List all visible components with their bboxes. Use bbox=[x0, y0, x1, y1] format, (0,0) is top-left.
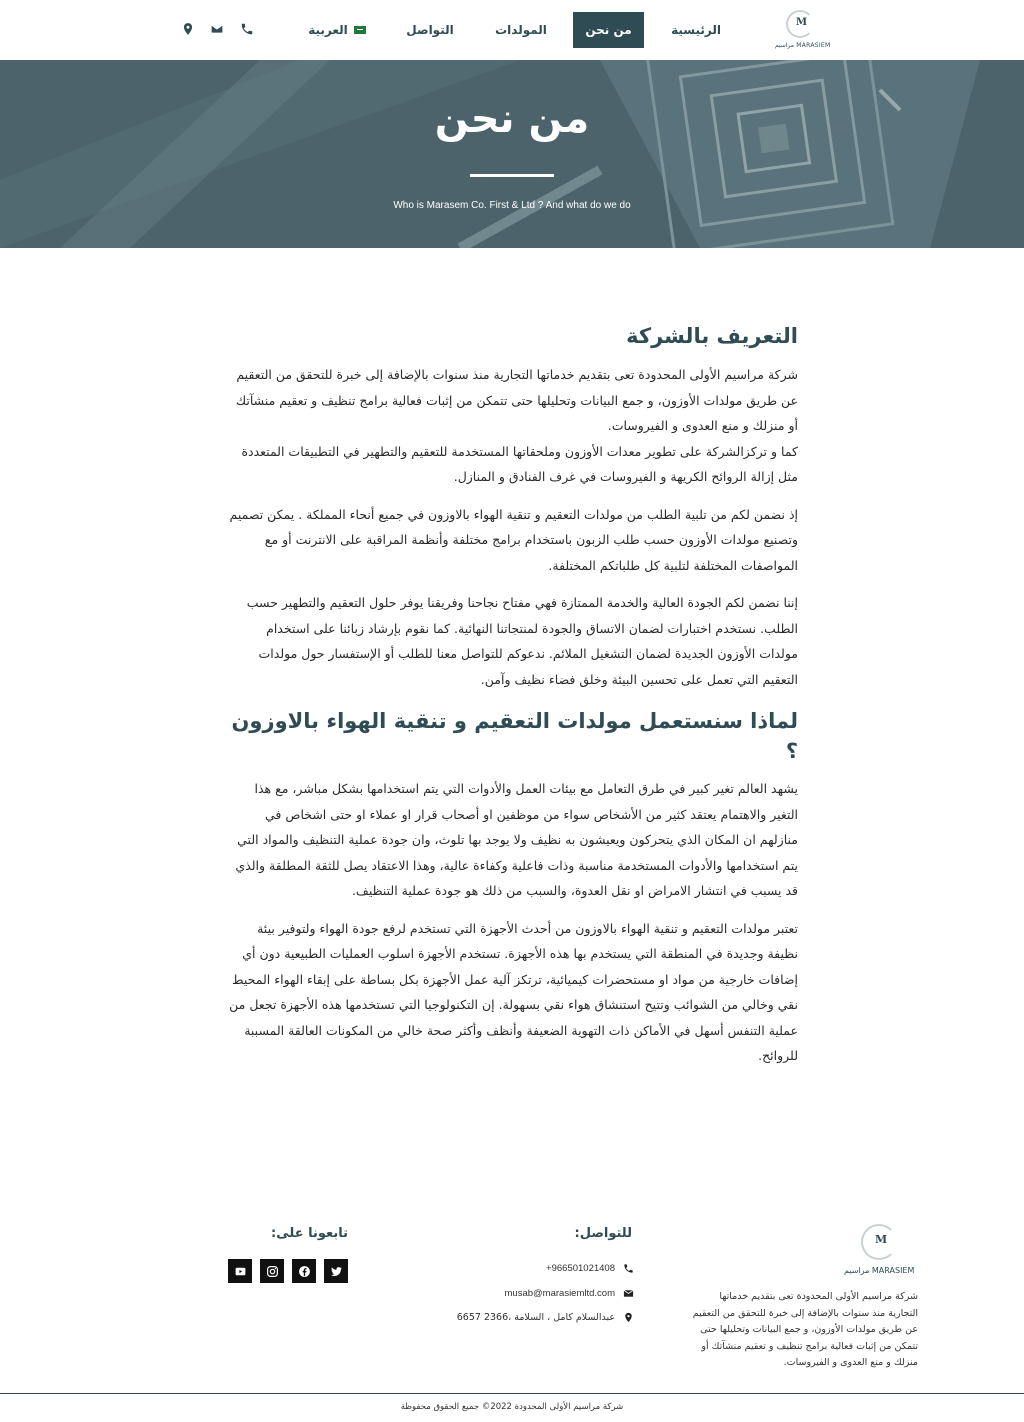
saudi-flag-icon bbox=[354, 26, 366, 34]
youtube-icon bbox=[234, 1265, 247, 1278]
instagram-icon bbox=[266, 1265, 279, 1278]
site-logo[interactable] bbox=[772, 8, 832, 52]
location-pin-icon[interactable] bbox=[181, 22, 195, 38]
twitter-icon bbox=[330, 1265, 343, 1278]
main-content bbox=[226, 320, 798, 1069]
section-heading-why-ozone: لماذا سنستعمل مولدات التعقيم و تنقية الهواء بالاوزون ؟ bbox=[231, 709, 798, 763]
footer-address-row bbox=[420, 1309, 634, 1325]
footer-about-text: شركة مراسيم الأولى المحدودة تعى بتقديم خدماتها التجارية منذ سنوات بالإضافة إلى خبرة للتحقق من التعقيم عن طريق مولدات الأوزون، و جمع البيانات وتحليلها حتى تتمكن من إثبات فعالية برامج تنظيف و تعقيم منشآتك أو منزلك و منع العدوى و الفيروسات. bbox=[692, 1291, 918, 1368]
social-links bbox=[228, 1259, 348, 1283]
section-heading-company-intro: التعريف بالشركة bbox=[626, 324, 798, 348]
site-header bbox=[0, 0, 1024, 60]
facebook-icon bbox=[298, 1265, 311, 1278]
intro-paragraph-1: شركة مراسيم الأولى المحدودة تعى بتقديم خدماتها التجارية منذ سنوات بالإضافة إلى خبرة للتحقق من التعقيم عن طريق مولدات الأوزون، و جمع البيانات وتحليلها حتى تتمكن من إثبات فعالية برامج تنظيف و تعقيم منشآتك أو منزلك و منع العدوى و الفيروسات. كما و تركزالشركة على تطوير معدات الأوزون وملحقاتها المستخدمة للتعقيم والتطهير في التطبيقات المتعددة مثل إزالة الروائح الكريهة و الفيروسات في غرف الفنادق و المنازل. bbox=[235, 367, 798, 484]
footer-email-row[interactable] bbox=[420, 1285, 634, 1301]
why-paragraph-1: يشهد العالم تغير كبير في طرق التعامل مع بيئات العمل والأدوات التي يتم استخدامها بشكل مباشر، مع هذا التغير والاهتمام يعتقد كثير من الأشخاص سواء من موظفين او أصحاب قرار او عملاء او حتى اشخاص في منازلهم ان المكان الذي يتحركون ويعيشون به نظيف ولا يوجد بها تلوث، وان جودة عملية التنظيف والمواد التي يتم استخدامها والأدوات المستخدمة مناسبة وذات فاعلية وكفاءة عالية، وهذا الاعتقاد يصل للثقة المطلقة والذي قد يسبب في انتشار الامراض او نقل العدوة، والسبب من ذلك هو جودة عملية التنظيف. bbox=[235, 781, 798, 898]
phone-icon bbox=[623, 1263, 634, 1274]
page-subtitle: Who is Marasem Co. First & Ltd ? And what do we do bbox=[393, 200, 631, 211]
facebook-link[interactable] bbox=[292, 1259, 316, 1283]
language-label: العربية bbox=[308, 23, 348, 37]
copyright-text: شركة مراسيم الأولى المحدودة 2022© جميع الحقوق محفوظة bbox=[400, 1402, 624, 1412]
nav-about-active[interactable]: من نحن bbox=[573, 12, 644, 48]
footer-logo-mark: M bbox=[875, 1233, 888, 1246]
page-title: من نحن bbox=[434, 96, 590, 142]
footer-phone-row[interactable] bbox=[420, 1260, 634, 1276]
intro-paragraph-3: إننا نضمن لكم الجودة العالية والخدمة الممتازة فهي مفتاح نجاحنا وفريقنا يوفر حلول التعقيم والتطهير حسب الطلب. نستخدم اختبارات لضمان الاتساق والجودة لمنتجاتنا النهائية. كما نقوم بإرشاد زبائنا على استخدام مولدات الأوزون الجديدة لضمان التشغيل الملائم. ندعوكم للتواصل معنا للطلب أو الإستفسار حول مولدات التعقيم التي تعمل على تحسين البيئة وخلق فضاء نظيف وآمن. bbox=[246, 595, 798, 687]
footer-logo[interactable] bbox=[842, 1222, 918, 1280]
logo-text: MARASIEM مراسيم bbox=[775, 42, 831, 49]
why-paragraph-2: تعتبر مولدات التعقيم و تنقية الهواء بالاوزون من أحدث الأجهزة التي تستخدم لرفع جودة الهواء ولتوفير بيئة نظيفة وجديدة في المنطقة التي يستخدم بها هذه الأجهزة. تستخدم الأجهزة اسلوب العمليات الطبيعية دون أي إضافات خارجية من مواد او مستحضرات كيميائية، ترتكز آلية عمل الأجهزة بكل بساطة على إبقاء الهواء المحيط نقي وخالي من الشوائب وتتيح استنشاق هواء نقي بسهولة. إن التكنولوجيا التي تستخدمها هذه الأجهزة تجعل من عملية التنفس أسهل في الأماكن ذات التهوية الضعيفة وأنظف وأكثر صحة خالي من المكونات العالقة المسببة للروائح. bbox=[229, 920, 798, 1063]
phone-icon[interactable] bbox=[240, 22, 254, 38]
nav-contact[interactable]: التواصل bbox=[406, 23, 454, 37]
hero-banner bbox=[0, 60, 1024, 248]
language-switcher[interactable] bbox=[300, 12, 374, 48]
footer-phone-number[interactable]: +966501021408 bbox=[546, 1262, 615, 1274]
footer-logo-text: MARASIEM مراسيم bbox=[844, 1266, 915, 1275]
mail-icon bbox=[623, 1288, 634, 1299]
mail-icon[interactable] bbox=[210, 22, 224, 38]
location-pin-icon bbox=[623, 1312, 634, 1323]
instagram-link[interactable] bbox=[260, 1259, 284, 1283]
footer-address: عبدالسلام كامل ، السلامة ،2366 6657 bbox=[456, 1311, 615, 1323]
nav-generators[interactable]: المولدات bbox=[495, 23, 547, 37]
footer-follow-heading: تابعونا على: bbox=[271, 1226, 348, 1241]
logo-mark: M bbox=[796, 17, 808, 28]
footer-divider bbox=[0, 1393, 1024, 1394]
footer-email-address[interactable]: musab@marasiemltd.com bbox=[504, 1287, 615, 1299]
title-underline-divider bbox=[470, 174, 554, 177]
twitter-link[interactable] bbox=[324, 1259, 348, 1283]
hero-background-air-vent-image bbox=[0, 60, 1024, 248]
intro-paragraph-2: إذ نضمن لكم من تلبية الطلب من مولدات التعقيم و تنقية الهواء بالاوزون في جميع أنحاء المملكة . يمكن تصميم وتصنيع مولدات الأوزون حسب طلب الزبون باستخدام برامج مختلفة وأنظمة المراقبة على الانترنت أو مع المواصفات المختلفة لتلبية كل طلباتكم المختلفة. bbox=[229, 506, 798, 573]
nav-home[interactable]: الرئيسية bbox=[671, 23, 721, 37]
youtube-link[interactable] bbox=[228, 1259, 252, 1283]
footer-contact-heading: للتواصل: bbox=[574, 1226, 632, 1241]
